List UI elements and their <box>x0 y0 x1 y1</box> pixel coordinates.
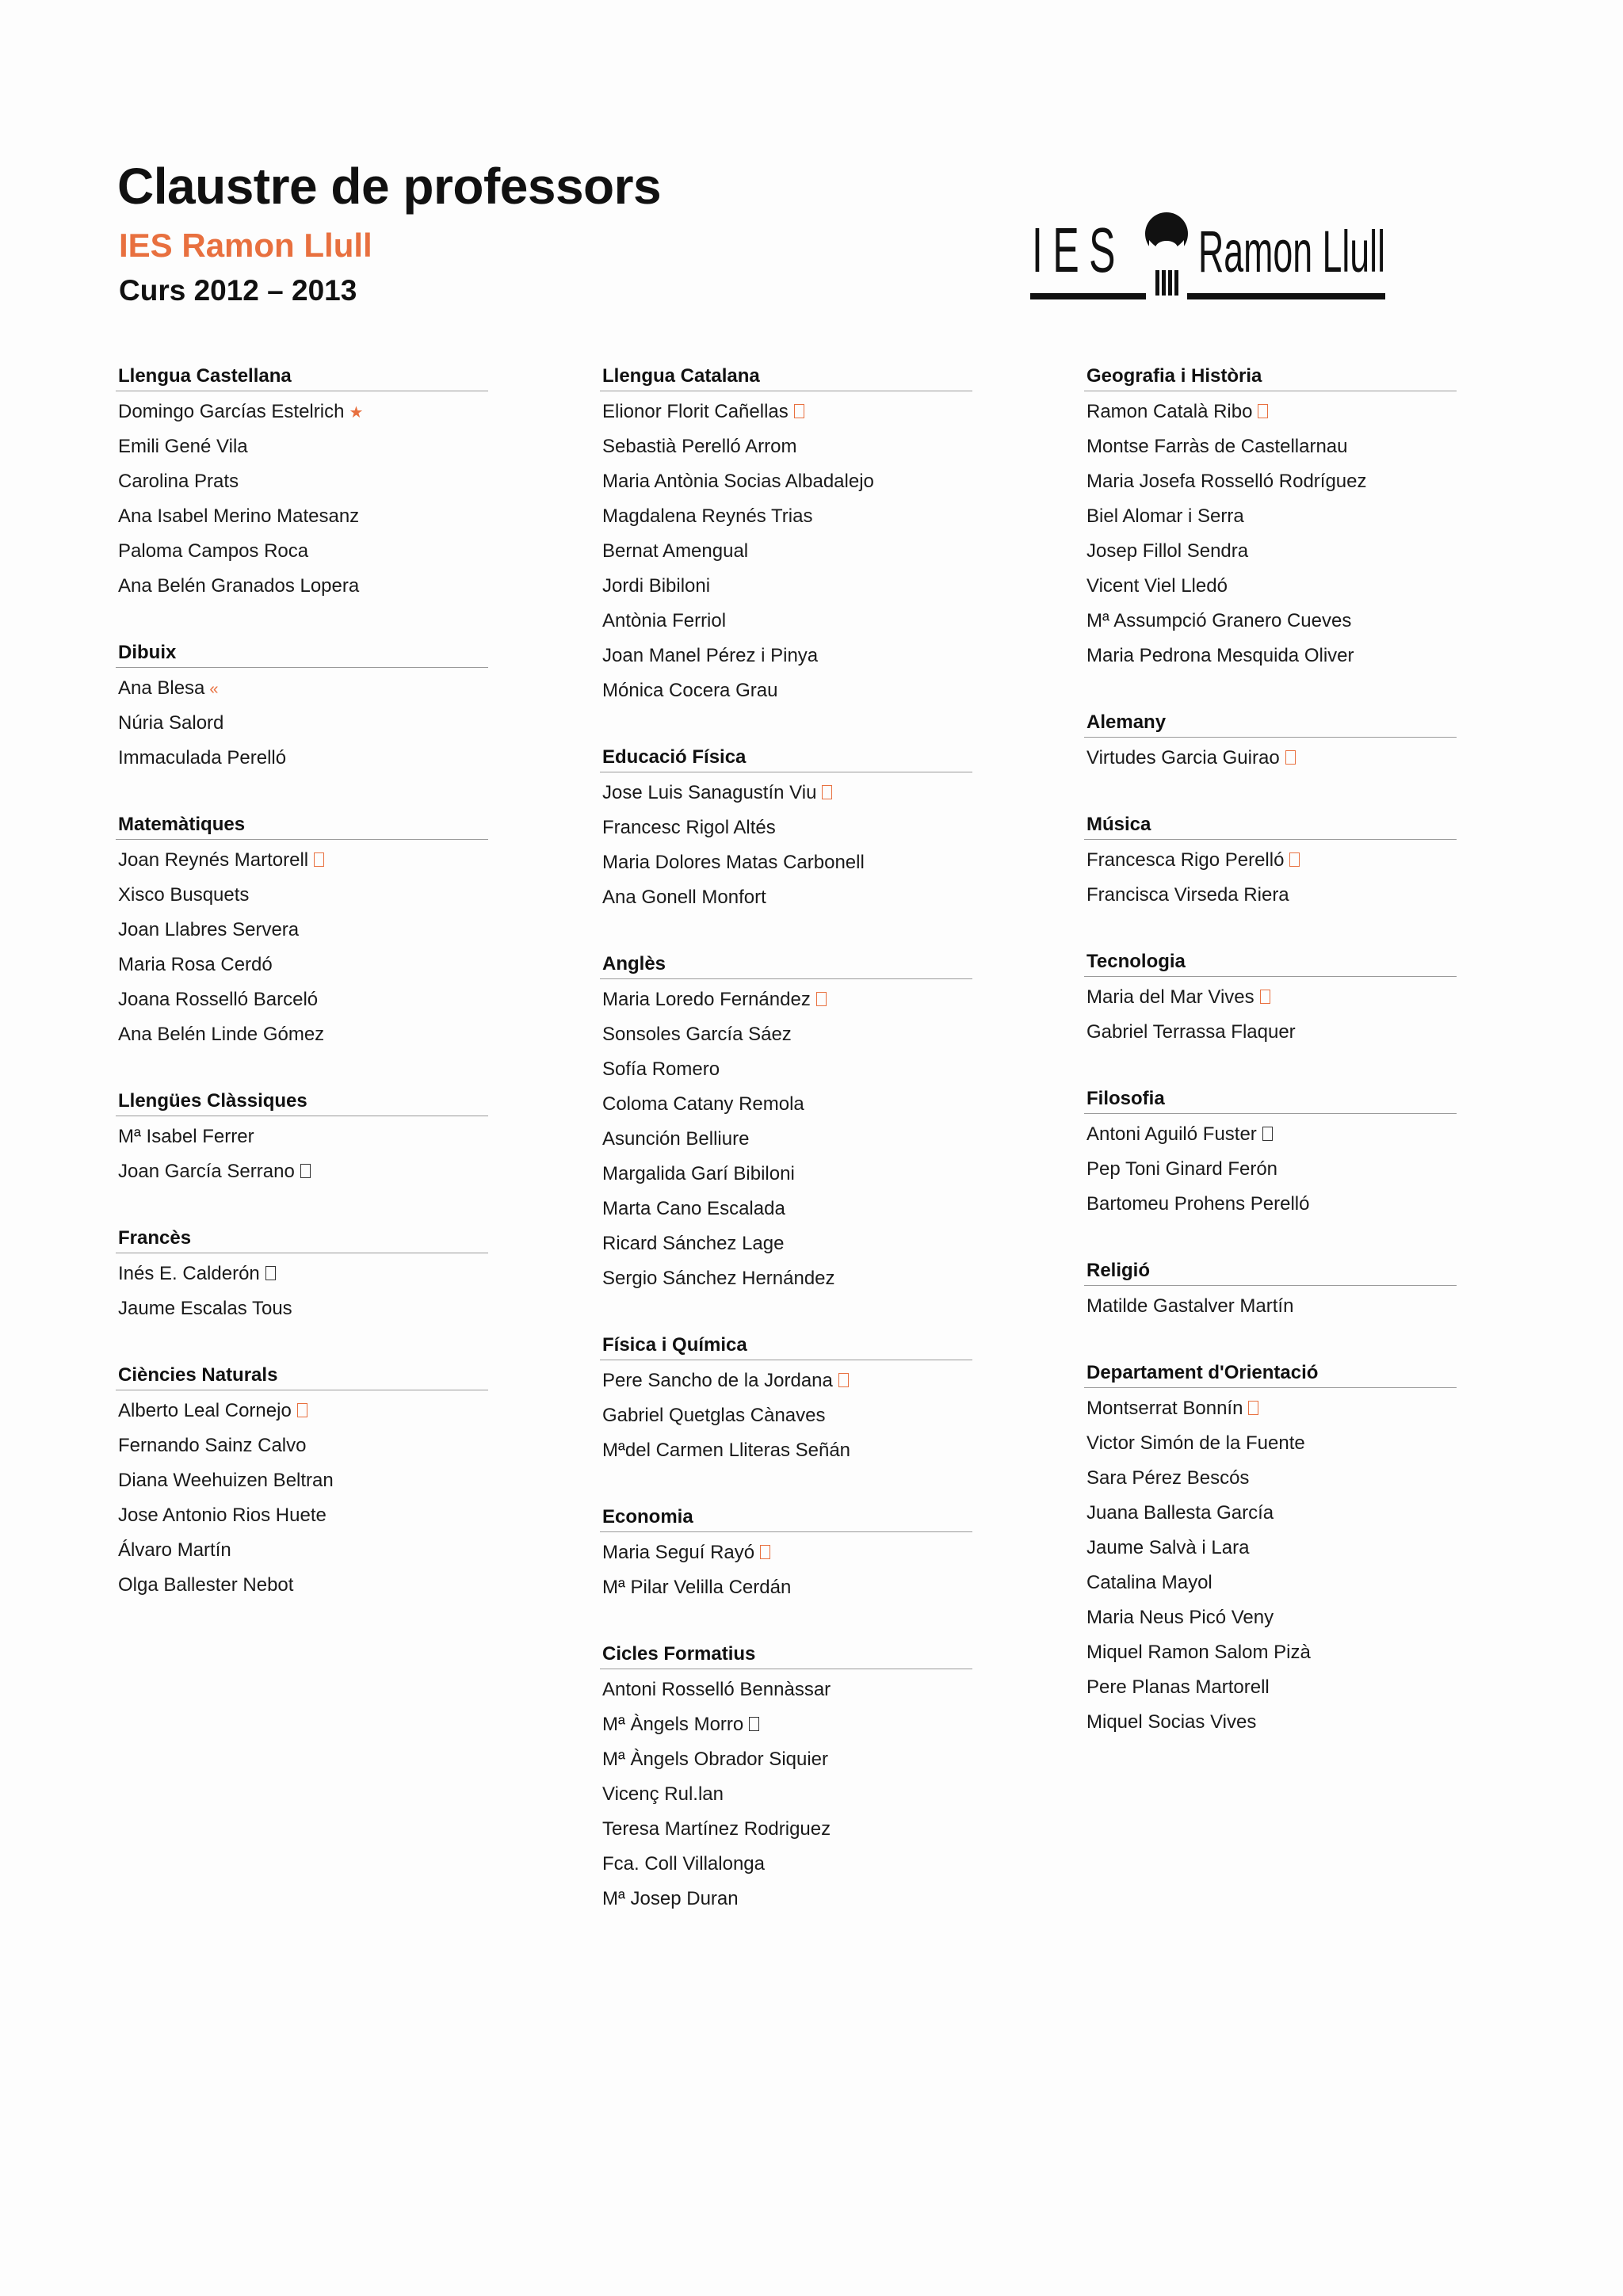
teacher-name <box>1084 843 1457 878</box>
department-filosofia <box>1084 1085 1457 1222</box>
teacher-name-text: Antònia Ferriol <box>602 610 727 631</box>
teacher-name <box>116 534 488 569</box>
teacher-name-text: Margalida Garí Bibiloni <box>602 1163 795 1184</box>
teacher-name <box>116 1291 488 1326</box>
teacher-name-text: Mª Àngels Obrador Siquier <box>602 1749 829 1770</box>
department-title: Economia <box>600 1503 972 1532</box>
teacher-name-text: Ana Isabel Merino Matesanz <box>118 505 360 527</box>
teacher-name-text: Marta Cano Escalada <box>602 1198 785 1219</box>
teacher-name-text: Ana Blesa <box>118 677 205 699</box>
head-of-department-icon <box>314 852 324 867</box>
teacher-name <box>600 1157 972 1192</box>
head-of-department-icon <box>1285 750 1296 765</box>
teacher-name <box>1084 1635 1457 1670</box>
teacher-name-text: Antoni Rosselló Bennàssar <box>602 1679 831 1700</box>
head-of-department-icon <box>822 785 832 799</box>
teacher-name-text: Gabriel Quetglas Cànaves <box>602 1405 826 1426</box>
teacher-name-text: Catalina Mayol <box>1086 1572 1212 1593</box>
teacher-name-text: Sebastià Perelló Arrom <box>602 436 797 457</box>
teacher-name <box>116 1394 488 1428</box>
teacher-name <box>600 1672 972 1707</box>
teacher-name-text: Bartomeu Prohens Perelló <box>1086 1193 1310 1215</box>
teacher-name <box>600 1847 972 1882</box>
teacher-name <box>600 604 972 639</box>
department-title: Llengües Clàssiques <box>116 1087 488 1116</box>
teacher-name <box>1084 1566 1457 1600</box>
department-title: Cicles Formatius <box>600 1640 972 1669</box>
teacher-name <box>1084 639 1457 673</box>
teacher-name-text: Francesc Rigol Altés <box>602 817 776 838</box>
teacher-name <box>1084 1391 1457 1426</box>
teacher-name-text: Bernat Amengual <box>602 540 749 562</box>
teacher-name-text: Joan García Serrano <box>118 1161 295 1182</box>
department-educacio-fisica <box>600 743 972 915</box>
teacher-name <box>116 1463 488 1498</box>
teacher-name-text: Ana Gonell Monfort <box>602 887 766 908</box>
teacher-name <box>1084 1531 1457 1566</box>
teacher-name <box>600 810 972 845</box>
school-name: IES Ramon Llull <box>119 227 372 264</box>
teacher-name <box>600 1398 972 1433</box>
department-title: Anglès <box>600 950 972 979</box>
logo-emblem <box>1145 212 1188 296</box>
teacher-name <box>600 1777 972 1812</box>
teacher-name <box>1084 741 1457 776</box>
teacher-name-text: Sonsoles García Sáez <box>602 1024 792 1045</box>
column-2 <box>600 362 972 1951</box>
teacher-name-text: Pere Sancho de la Jordana <box>602 1370 833 1391</box>
teacher-name <box>1084 1496 1457 1531</box>
department-title: Educació Física <box>600 743 972 772</box>
teacher-name-text: Alberto Leal Cornejo <box>118 1400 292 1421</box>
teacher-name <box>116 843 488 878</box>
teacher-name <box>600 1261 972 1296</box>
teacher-name-text: Antoni Aguiló Fuster <box>1086 1123 1257 1145</box>
teacher-name-text: Maria Josefa Rosselló Rodríguez <box>1086 471 1367 492</box>
teacher-name-text: Maria Pedrona Mesquida Oliver <box>1086 645 1354 666</box>
head-of-department-icon <box>1289 852 1300 867</box>
teacher-name <box>1084 429 1457 464</box>
teacher-name <box>600 429 972 464</box>
star-icon: ★ <box>349 404 364 421</box>
head-of-department-icon <box>838 1373 849 1387</box>
teacher-name <box>1084 1117 1457 1152</box>
teacher-name-text: Magdalena Reynés Trias <box>602 505 813 527</box>
school-logo <box>1030 194 1395 313</box>
head-of-department-icon <box>749 1717 759 1731</box>
teacher-name-text: Biel Alomar i Serra <box>1086 505 1244 527</box>
teacher-name <box>1084 1289 1457 1324</box>
teacher-name-text: Joana Rosselló Barceló <box>118 989 319 1010</box>
teacher-name-text: Teresa Martínez Rodriguez <box>602 1818 831 1840</box>
head-of-department-icon <box>1248 1401 1258 1415</box>
teacher-name <box>600 673 972 708</box>
teacher-name <box>600 845 972 880</box>
department-llengua-catalana <box>600 362 972 708</box>
teacher-name <box>600 880 972 915</box>
logo-ies-text: IES <box>1032 215 1125 285</box>
teacher-name-text: Josep Fillol Sendra <box>1086 540 1249 562</box>
page-title: Claustre de professors <box>117 158 662 215</box>
teacher-name-text: Ana Belén Granados Lopera <box>118 575 360 597</box>
teacher-name-text: Miquel Socias Vives <box>1086 1711 1257 1733</box>
department-alemany <box>1084 708 1457 776</box>
teacher-name <box>1084 569 1457 604</box>
teacher-name-text: Fernando Sainz Calvo <box>118 1435 307 1456</box>
department-dibuix <box>116 639 488 776</box>
department-frances <box>116 1224 488 1326</box>
teacher-name-text: Miquel Ramon Salom Pizà <box>1086 1642 1311 1663</box>
department-title: Dibuix <box>116 639 488 668</box>
teacher-name-text: Juana Ballesta García <box>1086 1502 1274 1524</box>
teacher-name-text: Maria Neus Picó Veny <box>1086 1607 1274 1628</box>
teacher-name <box>116 1119 488 1154</box>
department-tecnologia <box>1084 948 1457 1050</box>
department-matematiques <box>116 810 488 1052</box>
department-title: Llengua Castellana <box>116 362 488 391</box>
logo-ramon-llull-text: Ramon Llull <box>1198 219 1385 284</box>
teacher-name <box>1084 534 1457 569</box>
teacher-name-text: Álvaro Martín <box>118 1539 231 1561</box>
department-angles <box>600 950 972 1296</box>
teacher-name-text: Diana Weehuizen Beltran <box>118 1470 334 1491</box>
teacher-name <box>1084 878 1457 913</box>
teacher-name <box>1084 1152 1457 1187</box>
teacher-name-text: Jordi Bibiloni <box>602 575 711 597</box>
department-title: Ciències Naturals <box>116 1361 488 1390</box>
teacher-name <box>116 1017 488 1052</box>
course-year: Curs 2012 – 2013 <box>119 274 357 307</box>
department-fisica-i-quimica <box>600 1331 972 1468</box>
teacher-name-text: Carolina Prats <box>118 471 239 492</box>
teacher-name-text: Joan Manel Pérez i Pinya <box>602 645 819 666</box>
teacher-name <box>600 395 972 429</box>
teacher-name-text: Maria Rosa Cerdó <box>118 954 273 975</box>
teacher-name <box>116 982 488 1017</box>
department-title: Música <box>1084 810 1457 840</box>
teacher-name-text: Xisco Busquets <box>118 884 250 906</box>
teacher-name-text: Jose Luis Sanagustín Viu <box>602 782 817 803</box>
teacher-name <box>600 1087 972 1122</box>
teacher-name <box>600 982 972 1017</box>
teacher-name-text: Sara Pérez Bescós <box>1086 1467 1250 1489</box>
department-geografia-i-historia <box>1084 362 1457 673</box>
teacher-name <box>116 741 488 776</box>
teacher-name-text: Maria Seguí Rayó <box>602 1542 755 1563</box>
teacher-name-text: Montserrat Bonnín <box>1086 1398 1243 1419</box>
teacher-name-text: Mª Assumpció Granero Cueves <box>1086 610 1352 631</box>
teacher-name-text: Elionor Florit Cañellas <box>602 401 789 422</box>
department-religio <box>1084 1257 1457 1324</box>
teacher-name-text: Sofía Romero <box>602 1058 720 1080</box>
department-title: Geografia i Història <box>1084 362 1457 391</box>
teacher-name-text: Maria Antònia Socias Albadalejo <box>602 471 874 492</box>
teacher-name <box>1084 1600 1457 1635</box>
teacher-name <box>116 1257 488 1291</box>
teacher-name-text: Vicent Viel Lledó <box>1086 575 1228 597</box>
teacher-name <box>600 1812 972 1847</box>
teacher-name <box>600 1017 972 1052</box>
teacher-name-text: Maria Dolores Matas Carbonell <box>602 852 865 873</box>
teacher-name-text: Olga Ballester Nebot <box>118 1574 294 1596</box>
head-of-department-icon <box>265 1266 276 1280</box>
department-llengua-castellana <box>116 362 488 604</box>
teacher-name <box>116 1154 488 1189</box>
head-of-department-icon <box>794 404 804 418</box>
column-3 <box>1084 362 1457 1775</box>
department-title: Alemany <box>1084 708 1457 738</box>
department-ciencies-naturals <box>116 1361 488 1603</box>
head-of-department-icon <box>297 1403 307 1417</box>
teacher-name-text: Domingo Garcías Estelrich <box>118 401 345 422</box>
head-of-department-icon <box>760 1545 770 1559</box>
teacher-name <box>600 534 972 569</box>
teacher-name-text: Montse Farràs de Castellarnau <box>1086 436 1348 457</box>
teacher-name <box>116 1533 488 1568</box>
teacher-name <box>600 1192 972 1226</box>
teacher-name-text: Maria del Mar Vives <box>1086 986 1254 1008</box>
teacher-name <box>116 395 488 429</box>
teacher-name-text: Jaume Escalas Tous <box>118 1298 292 1319</box>
teacher-name-text: Emili Gené Vila <box>118 436 248 457</box>
department-title: Matemàtiques <box>116 810 488 840</box>
teacher-name-text: Mónica Cocera Grau <box>602 680 778 701</box>
teacher-name-text: Mª Àngels Morro <box>602 1714 744 1735</box>
teacher-name-text: Victor Simón de la Fuente <box>1086 1432 1305 1454</box>
guillemet-icon: « <box>209 681 219 698</box>
department-cicles-formatius <box>600 1640 972 1917</box>
department-llengues-classiques <box>116 1087 488 1189</box>
department-title: Llengua Catalana <box>600 362 972 391</box>
teacher-name-text: Gabriel Terrassa Flaquer <box>1086 1021 1296 1043</box>
teacher-name <box>600 499 972 534</box>
teacher-name <box>116 1568 488 1603</box>
teacher-name-text: Jaume Salvà i Lara <box>1086 1537 1250 1558</box>
teacher-name-text: Vicenç Rul.lan <box>602 1783 724 1805</box>
teacher-name-text: Coloma Catany Remola <box>602 1093 804 1115</box>
teacher-name-text: Maria Loredo Fernández <box>602 989 811 1010</box>
teacher-name <box>1084 1670 1457 1705</box>
head-of-department-icon <box>1258 404 1268 418</box>
teacher-name <box>600 1122 972 1157</box>
teacher-name-text: Asunción Belliure <box>602 1128 750 1150</box>
teacher-name <box>600 1363 972 1398</box>
department-economia <box>600 1503 972 1605</box>
department-title: Francès <box>116 1224 488 1253</box>
teacher-name <box>116 706 488 741</box>
department-departament-d-orientacio <box>1084 1359 1457 1740</box>
teacher-name-text: Fca. Coll Villalonga <box>602 1853 765 1875</box>
department-title: Filosofia <box>1084 1085 1457 1114</box>
teacher-name <box>1084 1461 1457 1496</box>
teacher-name-text: Jose Antonio Rios Huete <box>118 1505 327 1526</box>
head-of-department-icon <box>816 992 827 1006</box>
teacher-name <box>600 1535 972 1570</box>
teacher-name <box>116 1498 488 1533</box>
department-title: Tecnologia <box>1084 948 1457 977</box>
teacher-name <box>1084 395 1457 429</box>
teacher-name <box>1084 1426 1457 1461</box>
department-musica <box>1084 810 1457 913</box>
teacher-name <box>1084 464 1457 499</box>
teacher-name-text: Pep Toni Ginard Ferón <box>1086 1158 1278 1180</box>
teacher-name <box>600 464 972 499</box>
teacher-name-text: Joan Reynés Martorell <box>118 849 309 871</box>
teacher-name <box>116 499 488 534</box>
teacher-name <box>600 569 972 604</box>
teacher-name <box>1084 980 1457 1015</box>
teacher-name <box>1084 1015 1457 1050</box>
teacher-name <box>1084 499 1457 534</box>
teacher-name-text: Ana Belén Linde Gómez <box>118 1024 325 1045</box>
teacher-name-text: Virtudes Garcia Guirao <box>1086 747 1280 769</box>
teacher-name <box>116 429 488 464</box>
teacher-name-text: Francisca Virseda Riera <box>1086 884 1289 906</box>
teacher-name-text: Ramon Català Ribo <box>1086 401 1253 422</box>
teacher-name <box>600 776 972 810</box>
teacher-name <box>116 913 488 948</box>
teacher-name <box>116 569 488 604</box>
teacher-name <box>600 639 972 673</box>
teacher-name <box>600 1742 972 1777</box>
teacher-name <box>600 1707 972 1742</box>
department-title: Religió <box>1084 1257 1457 1286</box>
teacher-name-text: Pere Planas Martorell <box>1086 1676 1270 1698</box>
teacher-name-text: Mªdel Carmen Lliteras Señán <box>602 1440 851 1461</box>
teacher-name <box>116 464 488 499</box>
teacher-name <box>600 1226 972 1261</box>
teacher-name-text: Ricard Sánchez Lage <box>602 1233 785 1254</box>
teacher-name <box>1084 1705 1457 1740</box>
teacher-name-text: Mª Josep Duran <box>602 1888 739 1909</box>
department-title: Departament d'Orientació <box>1084 1359 1457 1388</box>
teacher-name-text: Inés E. Calderón <box>118 1263 260 1284</box>
column-1 <box>116 362 488 1638</box>
teacher-name-text: Núria Salord <box>118 712 224 734</box>
head-of-department-icon <box>1262 1127 1273 1141</box>
teacher-name <box>1084 1187 1457 1222</box>
teacher-name-text: Mª Pilar Velilla Cerdán <box>602 1577 792 1598</box>
teacher-name-text: Mª Isabel Ferrer <box>118 1126 254 1147</box>
teacher-name <box>600 1882 972 1917</box>
teacher-name <box>1084 604 1457 639</box>
head-of-department-icon <box>300 1164 311 1178</box>
department-title: Física i Química <box>600 1331 972 1360</box>
teacher-name <box>116 878 488 913</box>
teacher-name <box>600 1433 972 1468</box>
teacher-name <box>600 1570 972 1605</box>
teacher-name <box>116 948 488 982</box>
teacher-name <box>600 1052 972 1087</box>
teacher-name-text: Francesca Rigo Perelló <box>1086 849 1285 871</box>
teacher-name-text: Joan Llabres Servera <box>118 919 300 940</box>
teacher-name-text: Matilde Gastalver Martín <box>1086 1295 1294 1317</box>
teacher-name <box>116 1428 488 1463</box>
teacher-name-text: Paloma Campos Roca <box>118 540 309 562</box>
teacher-name-text: Immaculada Perelló <box>118 747 287 769</box>
teacher-name-text: Sergio Sánchez Hernández <box>602 1268 835 1289</box>
teacher-name <box>116 671 488 706</box>
head-of-department-icon <box>1260 990 1270 1004</box>
